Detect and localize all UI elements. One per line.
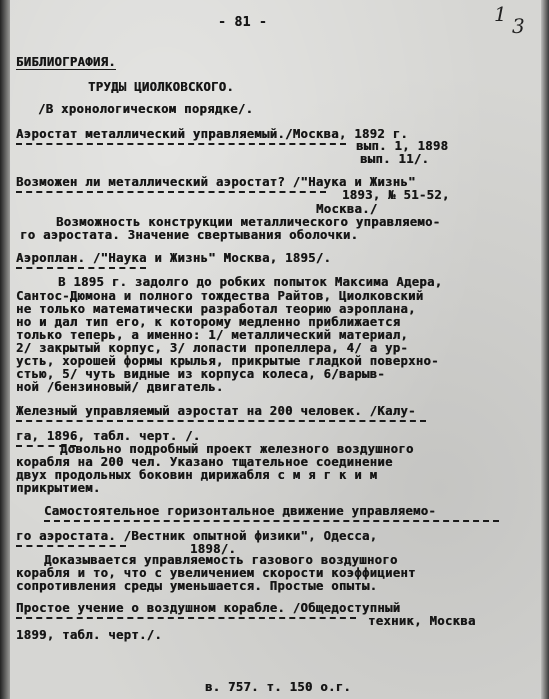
entry-line: В 1895 г. задолго до робких попыток Максима Адера,: [58, 275, 443, 289]
entry-line: но и дал тип его, к которому медленно приближается: [16, 315, 401, 329]
entry-line: корабля на 200 чел. Указано тщательное соединение: [16, 455, 393, 469]
entry-line: Простое учение о воздушном корабле. /Общедоступный: [16, 601, 401, 615]
corner-mark: 1: [494, 2, 507, 26]
underline-dash: [16, 545, 126, 547]
entry-line: Возможность конструкции металлического управляемо-: [56, 215, 441, 229]
page-number: - 81 -: [218, 15, 268, 30]
entry-line: го аэростата. Значение свертывания оболочки.: [20, 228, 359, 242]
entry-line: Сантос-Дюмона и полного тождества Райтов, Циолковский: [16, 289, 424, 303]
page-left-edge: [0, 0, 10, 699]
heading-note: /В хронологическом порядке/.: [38, 102, 254, 116]
entry-line: Железный управляемый аэростат на 200 человек. /Калу-: [16, 404, 416, 418]
underline-dash: [16, 143, 346, 145]
entry-line: не только математически разработал теорию аэроплана,: [16, 302, 416, 316]
entry-line: Доказывается управляемость газового воздушного: [44, 553, 398, 567]
entry-line: 1899, табл. черт./.: [16, 628, 163, 642]
entry-line: Аэростат металлический управляемый./Москва, 1892 г.: [16, 127, 409, 141]
underline-dash: [16, 420, 426, 422]
entry-line: 1893, № 51-52,: [342, 188, 450, 202]
underline-dash: [44, 520, 499, 522]
heading-works: ТРУДЫ ЦИОЛКОВСКОГО.: [88, 80, 235, 94]
heading-bibliography: БИБЛИОГРАФИЯ.: [16, 55, 116, 69]
entry-line: Самостоятельное горизонтальное движение управляемо-: [44, 504, 437, 518]
underline-dash: [16, 191, 326, 193]
entry-line: корабля и то, что с увеличением скорости коэффициент: [16, 566, 416, 580]
archive-footer: в. 757. т. 150 о.г.: [205, 680, 352, 694]
entry-line: Довольно подробный проект железного воздушного: [60, 442, 414, 456]
entry-line: 1898/.: [190, 542, 237, 556]
underline-dash: [16, 267, 146, 269]
entry-line: га, 1896, табл. черт. /.: [16, 429, 201, 443]
entry-line: 2/ закрытый корпус, 3/ лопасти пропеллера, 4/ а ур-: [16, 341, 409, 355]
entry-line: ной /бензиновый/ двигатель.: [16, 380, 224, 394]
entry-line: только теперь, а именно: 1/ металлический материал,: [16, 328, 409, 342]
entry-line: техник, Москва: [368, 614, 476, 628]
entry-line: го аэростата. /Вестник опытной физики", Одесса,: [16, 529, 378, 543]
page-right-edge: [541, 0, 549, 699]
entry-line: вып. 1, 1898: [356, 139, 449, 153]
entry-line: сопротивления среды уменьшается. Простые опыты.: [16, 579, 378, 593]
entry-line: Москва./: [316, 202, 378, 216]
underline-dash: [16, 617, 356, 619]
entry-line: прикрытием.: [16, 481, 101, 495]
corner-number: 3: [512, 14, 525, 38]
entry-line: вып. 11/.: [360, 152, 430, 166]
entry-line: Аэроплан. /"Наука и Жизнь" Москва, 1895/.: [16, 251, 332, 265]
entry-line: Возможен ли металлический аэростат? /"Наука и Жизнь": [16, 175, 416, 189]
entry-line: двух продольных боковин дирижабля с м я г к и м: [16, 468, 378, 482]
entry-line: стью, 5/ чуть видные из корпуса колеса, 6/варыв-: [16, 367, 385, 381]
entry-line: усть, хорошей формы крылья, прикрытые гладкой поверхно-: [16, 354, 439, 368]
